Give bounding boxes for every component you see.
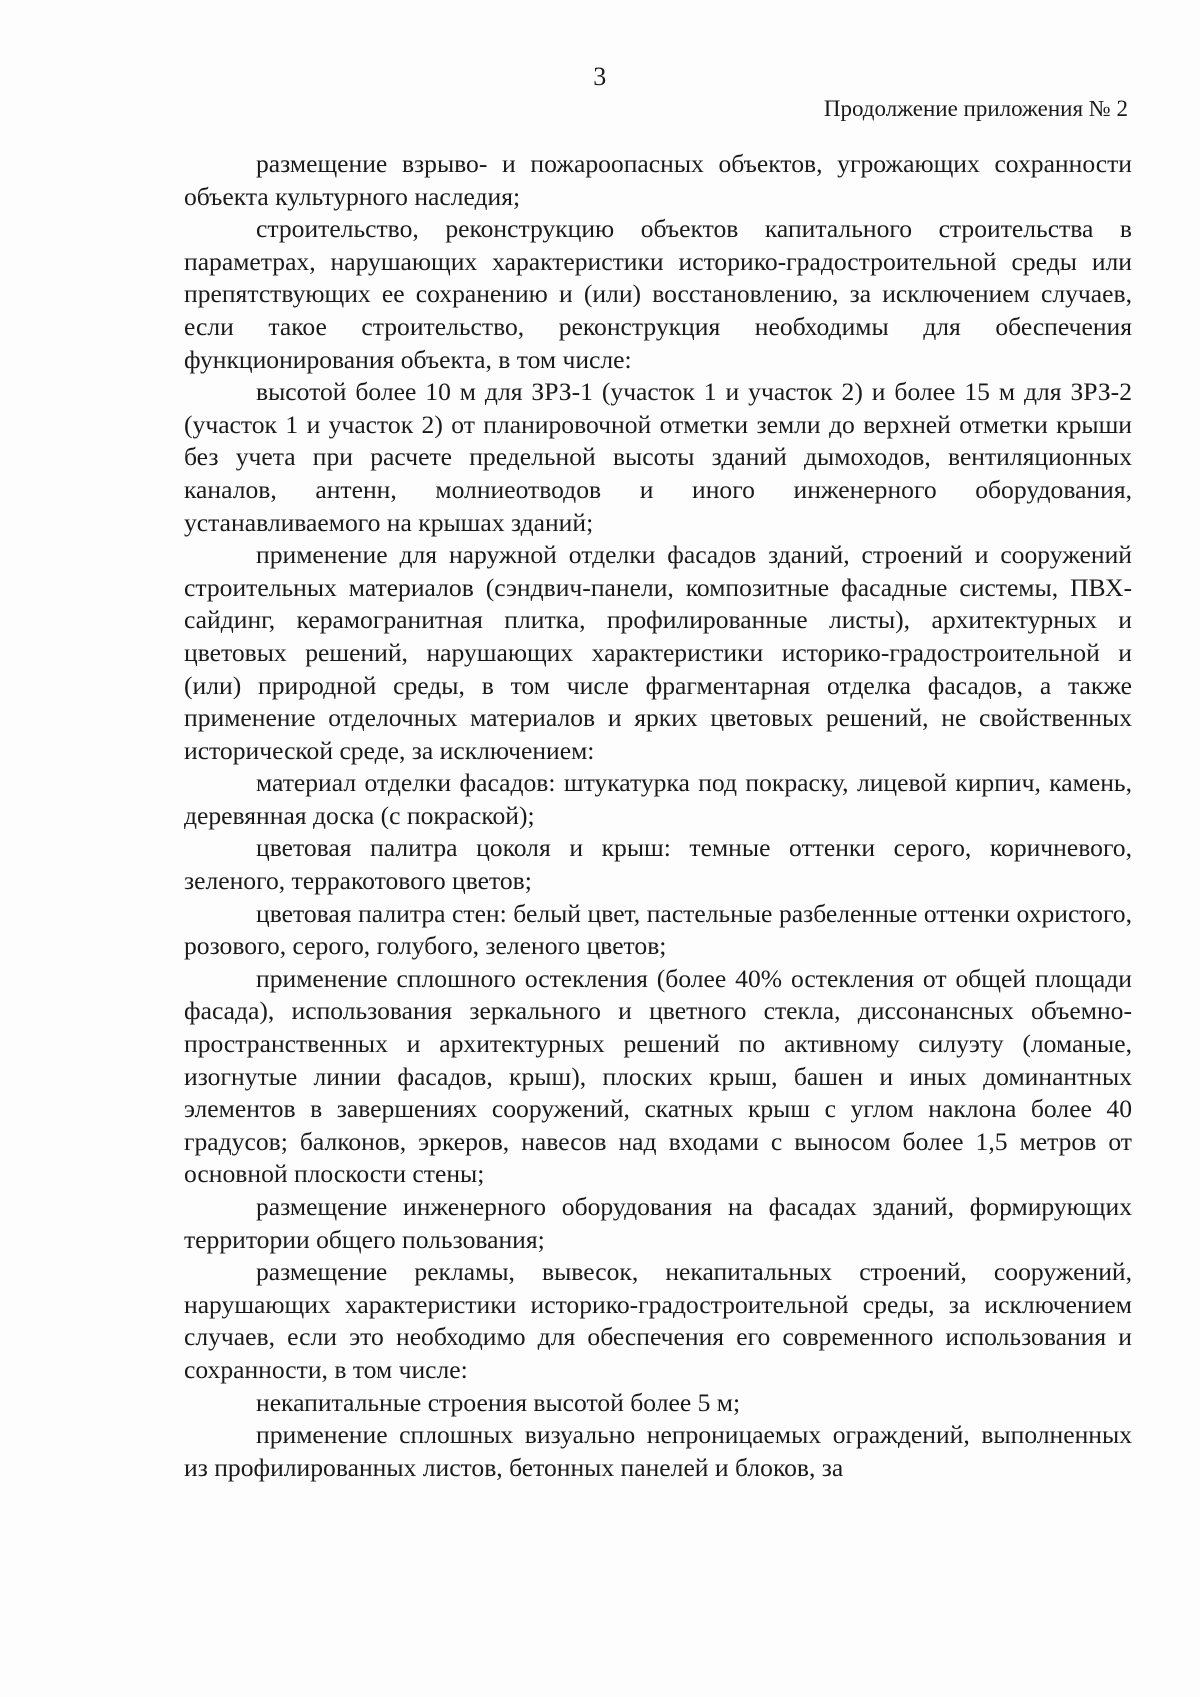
paragraph-facade-finish: материал отделки фасадов: штукатурка под покраску, лицевой кирпич, камень, деревянная доска (с покраской); (184, 768, 1132, 830)
page-number: 3 (593, 62, 607, 91)
paragraph-engineering-equipment: размещение инженерного оборудования на фасадах зданий, формирующих территории общего пользования; (184, 1192, 1132, 1254)
paragraph-facade-materials: применение для наружной отделки фасадов зданий, строений и сооружений строительных материалов (сэндвич-панели, композитные фасадные системы, ПВХ-сайдинг, керамогранитная плитка, профилированные листы), архитектурных и цветовых решений, нарушающих характеристики историко-градостроительной и (или) природной среды, в том числе фрагментарная отделка фасадов, а также применение отделочных материалов и ярких цветовых решений, не свойственных исторической среде, за исключением: (184, 540, 1132, 765)
paragraph-temporary-structures: некапитальные строения высотой более 5 м; (256, 1387, 741, 1417)
document-body (184, 148, 1132, 1484)
paragraph-height-limits: высотой более 10 м для ЗРЗ-1 (участок 1 и участок 2) и более 15 м для ЗРЗ-2 (участок 1 и участок 2) от планировочной отметки земли до верхней отметки крыши без учета при расчете предельной высоты зданий дымоходов, вентиляционных каналов, антенн, молниеотводов и иного инженерного оборудования, устанавливаемого на крышах зданий; (184, 377, 1132, 537)
paragraph-advertising: размещение рекламы, вывесок, некапитальных строений, сооружений, нарушающих характеристики историко-градостроительной среды, за исключением случаев, если это необходимо для обеспечения его современного использования и сохранности, в том числе: (184, 1257, 1132, 1384)
paragraph-glazing: применение сплошного остекления (более 40% остекления от общей площади фасада), использования зеркального и цветного стекла, диссонансных объемно-пространственных и архитектурных решений по активному силуэту (ломаные, изогнутые линии фасадов, крыш), плоских крыш, башен и иных доминантных элементов в завершениях сооружений, скатных крыш с углом наклона более 40 градусов; балконов, эркеров, навесов над входами с выносом более 1,5 метров от основной плоскости стены; (184, 963, 1132, 1189)
paragraph-construction-restrictions: строительство, реконструкцию объектов капитального строительства в параметрах, нарушающих характеристики историко-градостроительной среды или препятствующих ее сохранению и (или) восстановлению, за исключением случаев, если такое строительство, реконструкция необходимы для обеспечения функционирования объекта, в том числе: (184, 214, 1132, 374)
paragraph-explosive-objects: размещение взрыво- и пожароопасных объектов, угрожающих сохранности объекта культурного наследия; (184, 149, 1132, 211)
paragraph-plinth-roof-palette: цветовая палитра цоколя и крыш: темные оттенки серого, коричневого, зеленого, терракотового цветов; (184, 833, 1132, 896)
appendix-continuation-note: Продолжение приложения № 2 (823, 96, 1128, 121)
paragraph-fences: применение сплошных визуально непроницаемых ограждений, выполненных из профилированных листов, бетонных панелей и блоков, за (184, 1420, 1132, 1482)
paragraph-wall-palette: цветовая палитра стен: белый цвет, пастельные разбеленные оттенки охристого, розового, серого, голубого, зеленого цветов; (184, 898, 1132, 961)
